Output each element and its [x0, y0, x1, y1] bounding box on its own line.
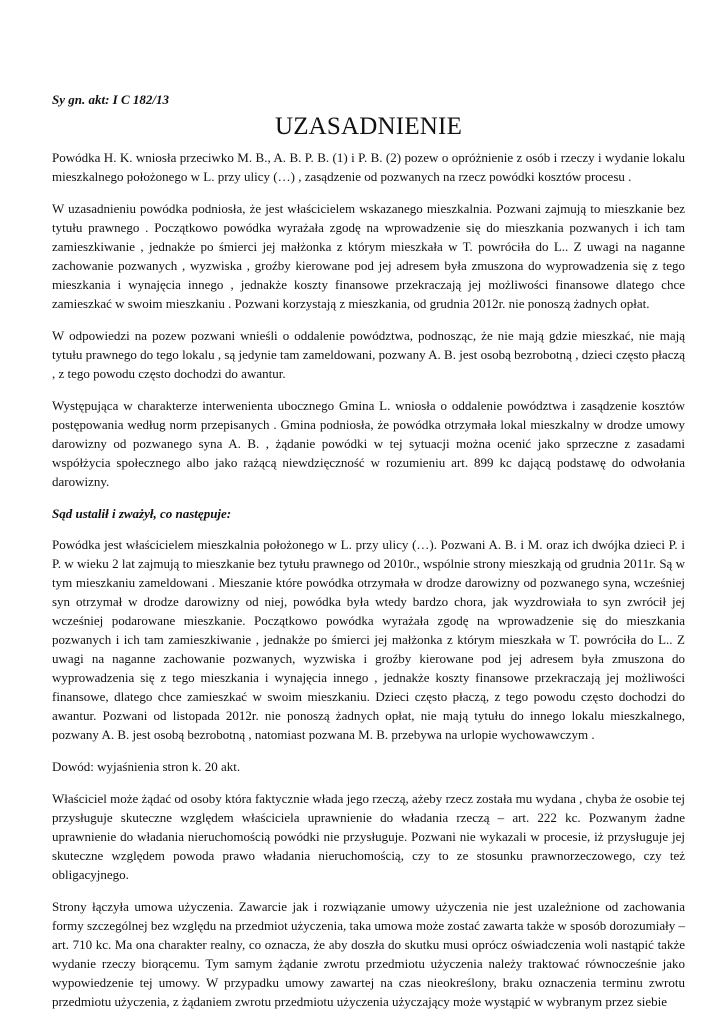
- document-title: UZASADNIENIE: [274, 113, 463, 140]
- paragraph-findings: Powódka jest właścicielem mieszkalnia położonego w L. przy ulicy (…). Pozwani A. B. i M. oraz ich dwójka dzieci P. i P. w wieku 2 lat zajmują to mieszkanie bez tytułu prawnego od 2010r., wspólnie strony mieszkają od grudnia 2011r. Są w tym mieszkaniu zameldowani . Mieszanie które powódka otrzymała w drodze darowizny od pozwanego syna, wcześniej syn otrzymał w drodze darowizny od niej, powódka była wtedy bardzo chora, jak wyzdrowiała to syn zwrócił jej wcześniej podarowane mieszkanie. Początkowo powódka wyrażała zgodę na wprowadzenie się do mieszkania pozwanych i ich tam zamieszkiwanie , jednakże po śmierci jej małżonka z którym mieszkała w T. powróciła do L.. Z uwagi na naganne zachowanie pozwanych, wyzwiska i groźby kierowane pod jej adresem była zmuszona do wyprowadzenia się z tego mieszkania i wynajęcia innego , jednakże koszty finansowe przekraczają jej możliwości finansowe, dlatego chce zamieszkać w swoim mieszkaniu. Dzieci często płaczą, z tego powodu często dochodzi do awantur. Pozwani od listopada 2012r. nie ponoszą żadnych opłat, nie mają tytułu do innego lokalu mieszkalnego, pozwany A. B. jest osobą bezrobotną , natomiast pozwana M. B. przebywa na urlopie wychowawczym .: [52, 537, 685, 742]
- document-page: [52, 92, 685, 1011]
- paragraph-legal-basis: Właściciel może żądać od osoby która faktycznie włada jego rzeczą, ażeby rzecz została mu wydana , chyba że osobie tej przysługuje skuteczne względem właściciela uprawnienie do władania rzeczą – art. 222 kc. Pozwanym żadne uprawnienie do władania nieruchomością powódki nie przysługuje. Pozwani nie wykazali w procesie, iż przysługuje jej skuteczne względem powoda prawo władania nieruchomością, czy to ze stosunku prawnorzeczowego, czy też obligacyjnego.: [52, 791, 685, 882]
- paragraph-loan-agreement: Strony łączyła umowa użyczenia. Zawarcie jak i rozwiązanie umowy użyczenia nie jest uzależnione od zachowania formy szczególnej bez względu na przedmiot użyczenia, taka umowa może zostać zawarta także w sposób dorozumiały – art. 710 kc. Ma ona charakter realny, co oznacza, że aby doszła do skutku musi oprócz oświadczenia woli nastąpić także wydanie rzeczy biorącemu. Tym samym żądanie zwrotu przedmiotu użyczenia należy traktować równocześnie jako wypowiedzenie tej umowy. W przypadku umowy zawartej na czas nieokreślony, braku oznaczenia terminu zwrotu przedmiotu użyczenia, z żądaniem zwrotu przedmiotu użyczenia użyczający może wystąpić w wybranym przez siebie: [52, 899, 685, 1009]
- section-heading: Sąd ustalił i zważył, co następuje:: [52, 506, 232, 521]
- paragraph-claim: Powódka H. K. wniosła przeciwko M. B., A. B. P. B. (1) i P. B. (2) pozew o opróżnienie z osób i rzeczy i wydanie lokalu mieszkalnego położonego w L. przy ulicy (…) , zasądzenie od pozwanych na rzecz powódki kosztów procesu .: [52, 150, 685, 184]
- paragraph-defendants-response: W odpowiedzi na pozew pozwani wnieśli o oddalenie powództwa, podnosząc, że nie mają gdzie mieszkać, nie mają tytułu prawnego do tego lokalu , są jedynie tam zameldowani, pozwany A. B. jest osobą bezrobotną , dzieci często płaczą , z tego powodu często dochodzi do awantur.: [52, 328, 685, 381]
- paragraph-plaintiff-justification: W uzasadnieniu powódka podniosła, że jest właścicielem wskazanego mieszkalnia. Pozwani zajmują to mieszkanie bez tytułu prawnego . Początkowo powódka wyrażała zgodę na wprowadzenie się do mieszkania pozwanych i ich tam zamieszkiwanie , jednakże po śmierci jej małżonka z którym mieszkała w T. powróciła do L.. Z uwagi na naganne zachowanie pozwanych , wyzwiska , groźby kierowane pod jej adresem była zmuszona do wyprowadzenia się z tego mieszkania i wynajęcia innego , jednakże koszty finansowe przekraczają jej możliwości finansowe dlatego chce zamieszkać w swoim mieszkaniu . Pozwani korzystają z mieszkania, od grudnia 2012r. nie ponoszą żadnych opłat.: [52, 201, 685, 311]
- case-number: Sy gn. akt: I C 182/13: [52, 92, 170, 107]
- paragraph-evidence: Dowód: wyjaśnienia stron k. 20 akt.: [52, 759, 241, 774]
- paragraph-intervener-position: Występująca w charakterze interwenienta ubocznego Gmina L. wniosła o oddalenie powództwa i zasądzenie kosztów postępowania według norm przepisanych . Gmina podniosła, że powódka otrzymała lokal mieszkalny w drodze umowy darowizny od pozwanego syna A. B. , żądanie powódki w tej sytuacji można ocenić jako sprzeczne z zasadami współżycia społecznego albo jako rażącą niewdzięczność w rozumieniu art. 899 kc dającą podstawę do odwołania darowizny.: [52, 398, 685, 489]
